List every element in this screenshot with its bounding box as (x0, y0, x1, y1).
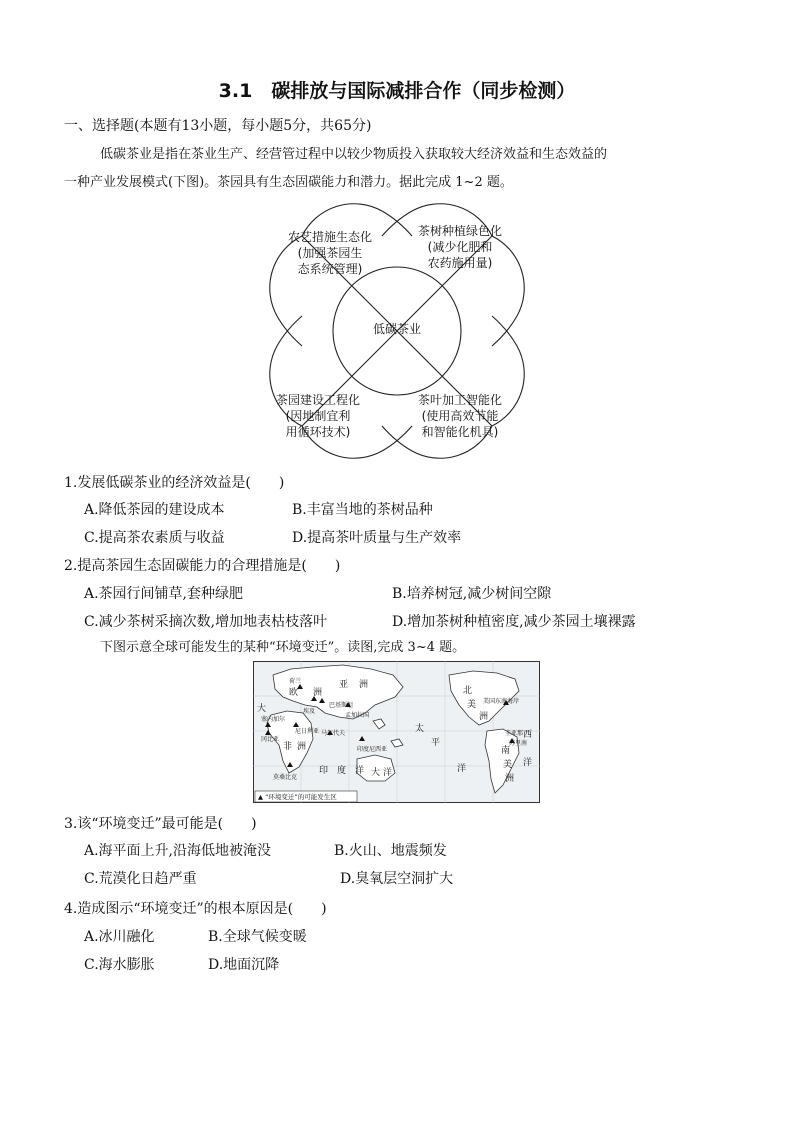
map-label-yang-pacific: 洋 (457, 764, 467, 774)
venn-br-title: 茶叶加工智能化 (417, 393, 502, 407)
map-label-europe: 欧 (289, 688, 299, 698)
map-label-bangladesh: 孟加拉国 (345, 712, 370, 719)
map-label-maldives: 马尔代夫 (321, 730, 346, 737)
venn-tl-line2: (加强茶园生 (297, 246, 363, 260)
map-label-yang-right: 洋 (523, 758, 533, 768)
map-label-oceania: 大 (371, 768, 381, 778)
map-label-sa-mei: 美 (503, 760, 513, 770)
q1-option-a[interactable]: A.降低茶园的建设成本 (84, 502, 225, 518)
q1-option-c[interactable]: C.提高茶农素质与收益 (84, 530, 225, 546)
venn-bl-line3: 用循环技术) (285, 425, 351, 439)
venn-bl-title: 茶园建设工程化 (275, 393, 360, 407)
map-label-na-bei: 北 (463, 686, 473, 696)
section-heading: 一、选择题(本题有13小题，每小题5分，共65分) (64, 118, 372, 134)
q3-option-d[interactable]: D.臭氧层空洞扩大 (340, 871, 454, 887)
map-legend: ▲ “环境变迁”的可能发生区 (258, 793, 337, 801)
q1-option-d[interactable]: D.提高茶叶质量与生产效率 (292, 530, 462, 546)
map-label-asia-zhou: 洲 (359, 680, 369, 690)
intro-line-1: 低碳茶业是指在茶业生产、经营管过程中以较少物质投入获取较大经济效益和生态效益的 (100, 147, 608, 162)
q4-option-d[interactable]: D.地面沉降 (208, 957, 280, 973)
q2-option-a[interactable]: A.茶园行间铺草,套种绿肥 (84, 586, 244, 602)
intro-line-2: 一种产业发展模式(下图)。茶园具有生态固碳能力和潜力。据此完成 1~2 题。 (64, 175, 513, 190)
venn-label-top-right (410, 223, 510, 271)
venn-bl-line2: (因地制宜利 (285, 409, 351, 423)
page-title: 3.1 碳排放与国际减排合作（同步检测） (218, 80, 576, 102)
map-label-suriname: 苏里南 (509, 740, 528, 747)
map-label-africa-zhou: 洲 (297, 742, 307, 752)
question-1-stem: 1.发展低碳茶业的经济效益是( ) (64, 475, 285, 491)
map-label-pacific-ping: 平 (431, 738, 441, 748)
venn-label-bottom-right (412, 392, 508, 440)
map-label-na-zhou: 洲 (479, 712, 489, 722)
map-label-indonesia: 印度尼西亚 (357, 746, 388, 753)
venn-tl-line3: 态系统管理) (297, 262, 363, 276)
venn-label-top-left (282, 229, 378, 277)
map-label-netherlands: 荷兰 (289, 678, 302, 685)
q2-option-b[interactable]: B.培养树冠,减少树间空隙 (392, 586, 552, 602)
map-label-nigeria: 尼日利亚 (295, 728, 320, 735)
world-map-figure (253, 661, 540, 803)
venn-tr-line3: 农药施用量) (427, 256, 493, 270)
q1-option-b[interactable]: B.丰富当地的茶树品种 (292, 502, 433, 518)
q3-option-b[interactable]: B.火山、地震频发 (334, 843, 447, 859)
map-label-guyana: 圭亚那 (505, 730, 524, 737)
map-label-sa-zhou: 洲 (505, 774, 515, 784)
question-4-stem: 4.造成图示“环境变迁”的根本原因是( ) (64, 901, 327, 917)
map-label-gambia: 冈比亚 (261, 736, 280, 743)
question-3-stem: 3.该“环境变迁”最可能是( ) (64, 816, 257, 832)
map-label-mozambique: 莫桑比克 (273, 774, 298, 781)
venn-label-bottom-left (270, 392, 366, 440)
map-label-oceania-yang: 洋 (383, 768, 393, 778)
map-label-atlantic-da: 大 (257, 704, 267, 714)
map-label-sa-nan: 南 (501, 746, 511, 756)
venn-br-line2: (使用高效节能 (421, 409, 499, 423)
map-label-europe-zhou: 洲 (313, 688, 323, 698)
q4-option-c[interactable]: C.海水膨胀 (84, 957, 155, 973)
question-2-stem: 2.提高茶园生态固碳能力的合理措施是( ) (64, 558, 341, 574)
map-label-africa: 非 (283, 742, 293, 752)
venn-tr-title: 茶树种植绿色化 (417, 224, 502, 238)
map-label-pakistan: 巴基斯坦 (329, 702, 354, 709)
venn-label-center: 低碳茶业 (372, 322, 421, 336)
map-label-atlantic-xi: 西 (523, 730, 533, 740)
venn-tl-title: 农艺措施生态化 (287, 230, 372, 244)
venn-br-line3: 和智能化机具) (421, 425, 499, 439)
venn-tr-line2: (减少化肥和 (427, 240, 493, 254)
map-intro: 下图示意全球可能发生的某种“环境变迁”。读图,完成 3~4 题。 (100, 640, 466, 655)
map-label-egypt: 埃及 (303, 708, 316, 715)
q3-option-a[interactable]: A.海平面上升,沿海低地被淹没 (84, 843, 272, 859)
map-label-usa-east: 美国东南海岸 (483, 698, 520, 705)
map-label-pacific-tai: 太 (415, 724, 425, 734)
q2-option-d[interactable]: D.增加茶树种植密度,减少茶园土壤裸露 (392, 614, 636, 630)
q4-option-b[interactable]: B.全球气候变暖 (208, 929, 307, 945)
map-label-asia: 亚 (339, 680, 349, 690)
map-label-na-mei: 美 (467, 700, 477, 710)
q3-option-c[interactable]: C.荒漠化日趋严重 (84, 871, 197, 887)
q4-option-a[interactable]: A.冰川融化 (84, 929, 155, 945)
map-label-indian-ocean: 印 度 洋 (319, 766, 365, 776)
map-label-senegal: 塞内加尔 (261, 716, 286, 723)
q2-option-c[interactable]: C.减少茶树采摘次数,增加地表枯枝落叶 (84, 614, 328, 630)
